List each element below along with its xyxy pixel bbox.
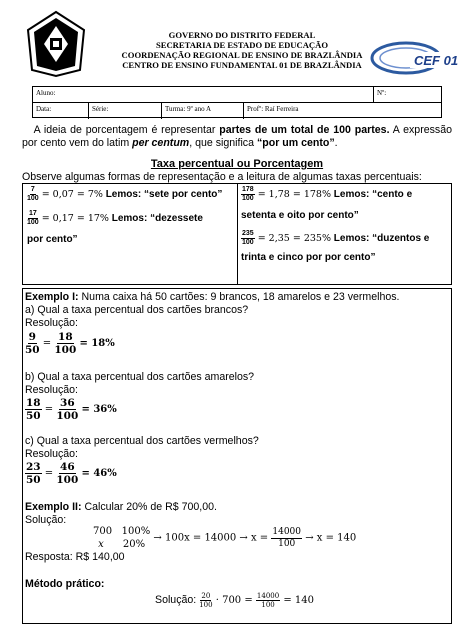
aluno-field: Aluno: [36,89,56,97]
turma-field: Turma: 9º ano A [165,105,212,113]
observe-text: Observe algumas formas de representação e a leitura de algumas taxas percentuais: [22,171,422,183]
exemplo-2-statement: Exemplo II: Calcular 20% de R$ 700,00. [25,501,217,513]
worked-examples-box [22,288,452,624]
example-item: $\frac{235}{100}$ = 2,35 = 235% Lemos: “duzentos e [242,230,430,246]
school-logo-icon [370,40,459,78]
metodo-solucao: Solução: $\frac{20}{100}$ · 700 = $\frac{14000}{100}$ = 140 [155,592,315,609]
question-b: b) Qual a taxa percentual dos cartões amarelos? [25,371,255,383]
institution-lines [112,30,372,70]
answer-b: $\frac{18}{50}$ = $\frac{36}{100}$ = 36% [26,397,117,422]
solucao-label: Solução: [25,514,67,526]
example-item-continued: trinta e cinco por por cento” [241,252,376,263]
section-title: Taxa percentual ou Porcentagem [150,158,324,170]
percentage-examples-table [22,183,452,285]
professor-field: Profº: Raí Ferreira [247,105,299,113]
resolucao-label: Resolução: [25,384,78,396]
data-field: Data: [36,105,52,113]
answer-c: $\frac{23}{50}$ = $\frac{46}{100}$ = 46% [26,461,117,486]
rule-of-three: 700 100% x 20% → 100x = 14000 → x = $\frac{14000}{100}$ → x = 140 [93,526,357,550]
question-a: a) Qual a taxa percentual dos cartões brancos? [25,304,249,316]
header-line-2: SECRETARIA DE ESTADO DE EDUCAÇÃO [155,40,329,50]
resposta: Resposta: R$ 140,00 [25,551,125,563]
resolucao-label: Resolução: [25,448,78,460]
exemplo-1-statement: Exemplo I: Numa caixa há 50 cartões: 9 brancos, 18 amarelos e 23 vermelhos. [25,291,400,303]
example-item: $\frac{17}{100}$ = 0,17 = 17% Lemos: “dezessete [27,210,203,226]
resolucao-label: Resolução: [25,317,78,329]
header-line-3: COORDENAÇÃO REGIONAL DE ENSINO DE BRAZLÂNDIA [121,50,363,60]
student-info-box [32,86,442,118]
school-logo-text: CEF 01 [414,53,459,68]
example-item: $\frac{7}{100}$ = 0,07 = 7% Lemos: “sete por cento” [27,186,223,202]
header-line-1: GOVERNO DO DISTRITO FEDERAL [168,30,316,40]
example-item-continued: setenta e oito por cento” [241,210,359,221]
header-line-4: CENTRO DE ENSINO FUNDAMENTAL 01 DE BRAZLÂNDIA [122,60,362,70]
answer-a: $\frac{9}{50}$ = $\frac{18}{100}$ = 18% [25,331,115,356]
example-item-continued: por cento” [27,234,78,245]
government-emblem-icon [24,10,88,78]
serie-field: Série: [92,105,109,113]
numero-field: Nº: [377,89,387,97]
document-header [22,10,459,78]
example-item: $\frac{178}{100}$ = 1,78 = 178% Lemos: “cento e [242,186,413,202]
question-c: c) Qual a taxa percentual dos cartões vermelhos? [25,435,259,447]
intro-paragraph: A ideia de porcentagem é representar partes de um total de 100 partes. A expressão por cento vem do latim per centum, que significa “por um cento”. [22,124,452,149]
metodo-pratico-title: Método prático: [25,578,105,590]
